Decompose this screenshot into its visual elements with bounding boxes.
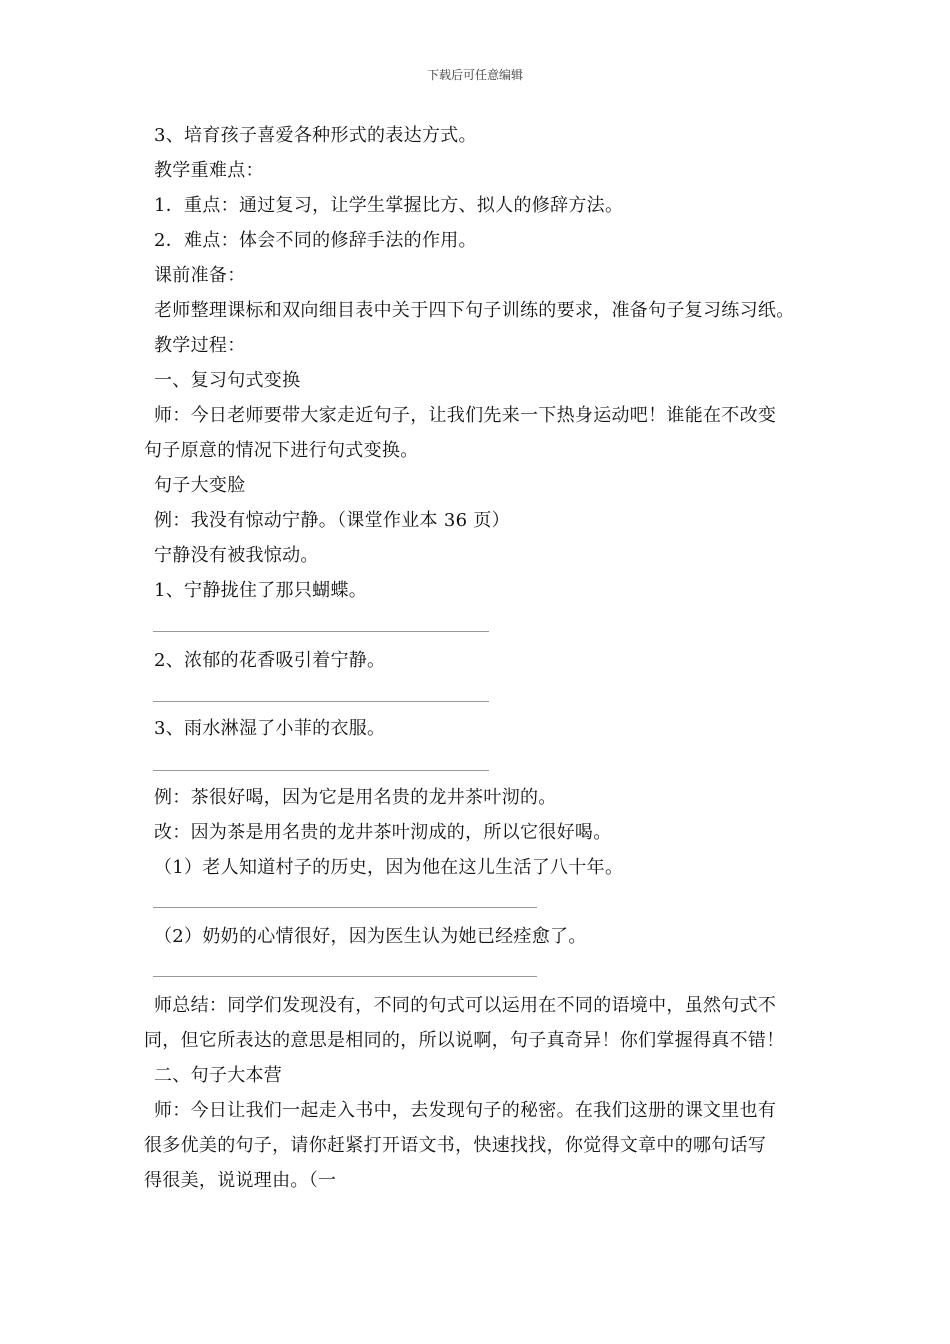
answer-line bbox=[153, 976, 537, 977]
text-line: 例：茶很好喝，因为它是用名贵的龙井茶叶沏的。 bbox=[154, 787, 557, 808]
text-line: 同，但它所表达的意思是相同的，所以说啊，句子真奇异！你们掌握得真不错！ bbox=[144, 1030, 785, 1051]
text-line: 老师整理课标和双向细目表中关于四下句子训练的要求，准备句子复习练习纸。 bbox=[154, 300, 795, 321]
exercise-item: 1、宁静拢住了那只蝴蝶。 bbox=[154, 580, 368, 601]
exercise-item: 2、浓郁的花香吸引着宁静。 bbox=[154, 650, 386, 671]
text-line: 2．难点：体会不同的修辞手法的作用。 bbox=[154, 230, 477, 251]
text-line: 很多优美的句子，请你赶紧打开语文书，快速找找，你觉得文章中的哪句话写 bbox=[144, 1135, 767, 1156]
text-line: 教学过程： bbox=[154, 335, 246, 356]
text-line: 教学重难点： bbox=[154, 160, 264, 181]
text-line: 宁静没有被我惊动。 bbox=[154, 545, 319, 566]
text-line: 1．重点：通过复习，让学生掌握比方、拟人的修辞方法。 bbox=[154, 195, 624, 216]
exercise-item: 3、雨水淋湿了小菲的衣服。 bbox=[154, 718, 386, 739]
text-line: 得很美，说说理由。（一 bbox=[144, 1170, 337, 1191]
section-heading: 二、句子大本营 bbox=[154, 1065, 283, 1086]
section-heading: 一、复习句式变换 bbox=[154, 370, 301, 391]
page-header: 下载后可任意编辑 bbox=[426, 68, 523, 82]
text-line: 师：今日老师要带大家走近句子，让我们先来一下热身运动吧！谁能在不改变 bbox=[154, 405, 777, 426]
answer-line bbox=[153, 907, 537, 908]
text-line: 3、培育孩子喜爱各种形式的表达方式。 bbox=[154, 125, 477, 146]
text-line: 句子大变脸 bbox=[154, 475, 246, 496]
answer-line bbox=[153, 701, 489, 702]
text-line: 句子原意的情况下进行句式变换。 bbox=[144, 440, 419, 461]
text-line: 改：因为茶是用名贵的龙井茶叶沏成的，所以它很好喝。 bbox=[154, 822, 612, 843]
exercise-item: （1）老人知道村子的历史，因为他在这儿生活了八十年。 bbox=[154, 857, 624, 878]
answer-line bbox=[153, 631, 489, 632]
text-line: 例：我没有惊动宁静。（课堂作业本 36 页） bbox=[154, 510, 510, 531]
text-line: 师总结：同学们发现没有，不同的句式可以运用在不同的语境中，虽然句式不 bbox=[154, 995, 777, 1016]
text-line: 课前准备： bbox=[154, 265, 246, 286]
answer-line bbox=[153, 770, 489, 771]
exercise-item: （2）奶奶的心情很好，因为医生认为她已经痊愈了。 bbox=[154, 926, 587, 947]
text-line: 师：今日让我们一起走入书中，去发现句子的秘密。在我们这册的课文里也有 bbox=[154, 1100, 777, 1121]
